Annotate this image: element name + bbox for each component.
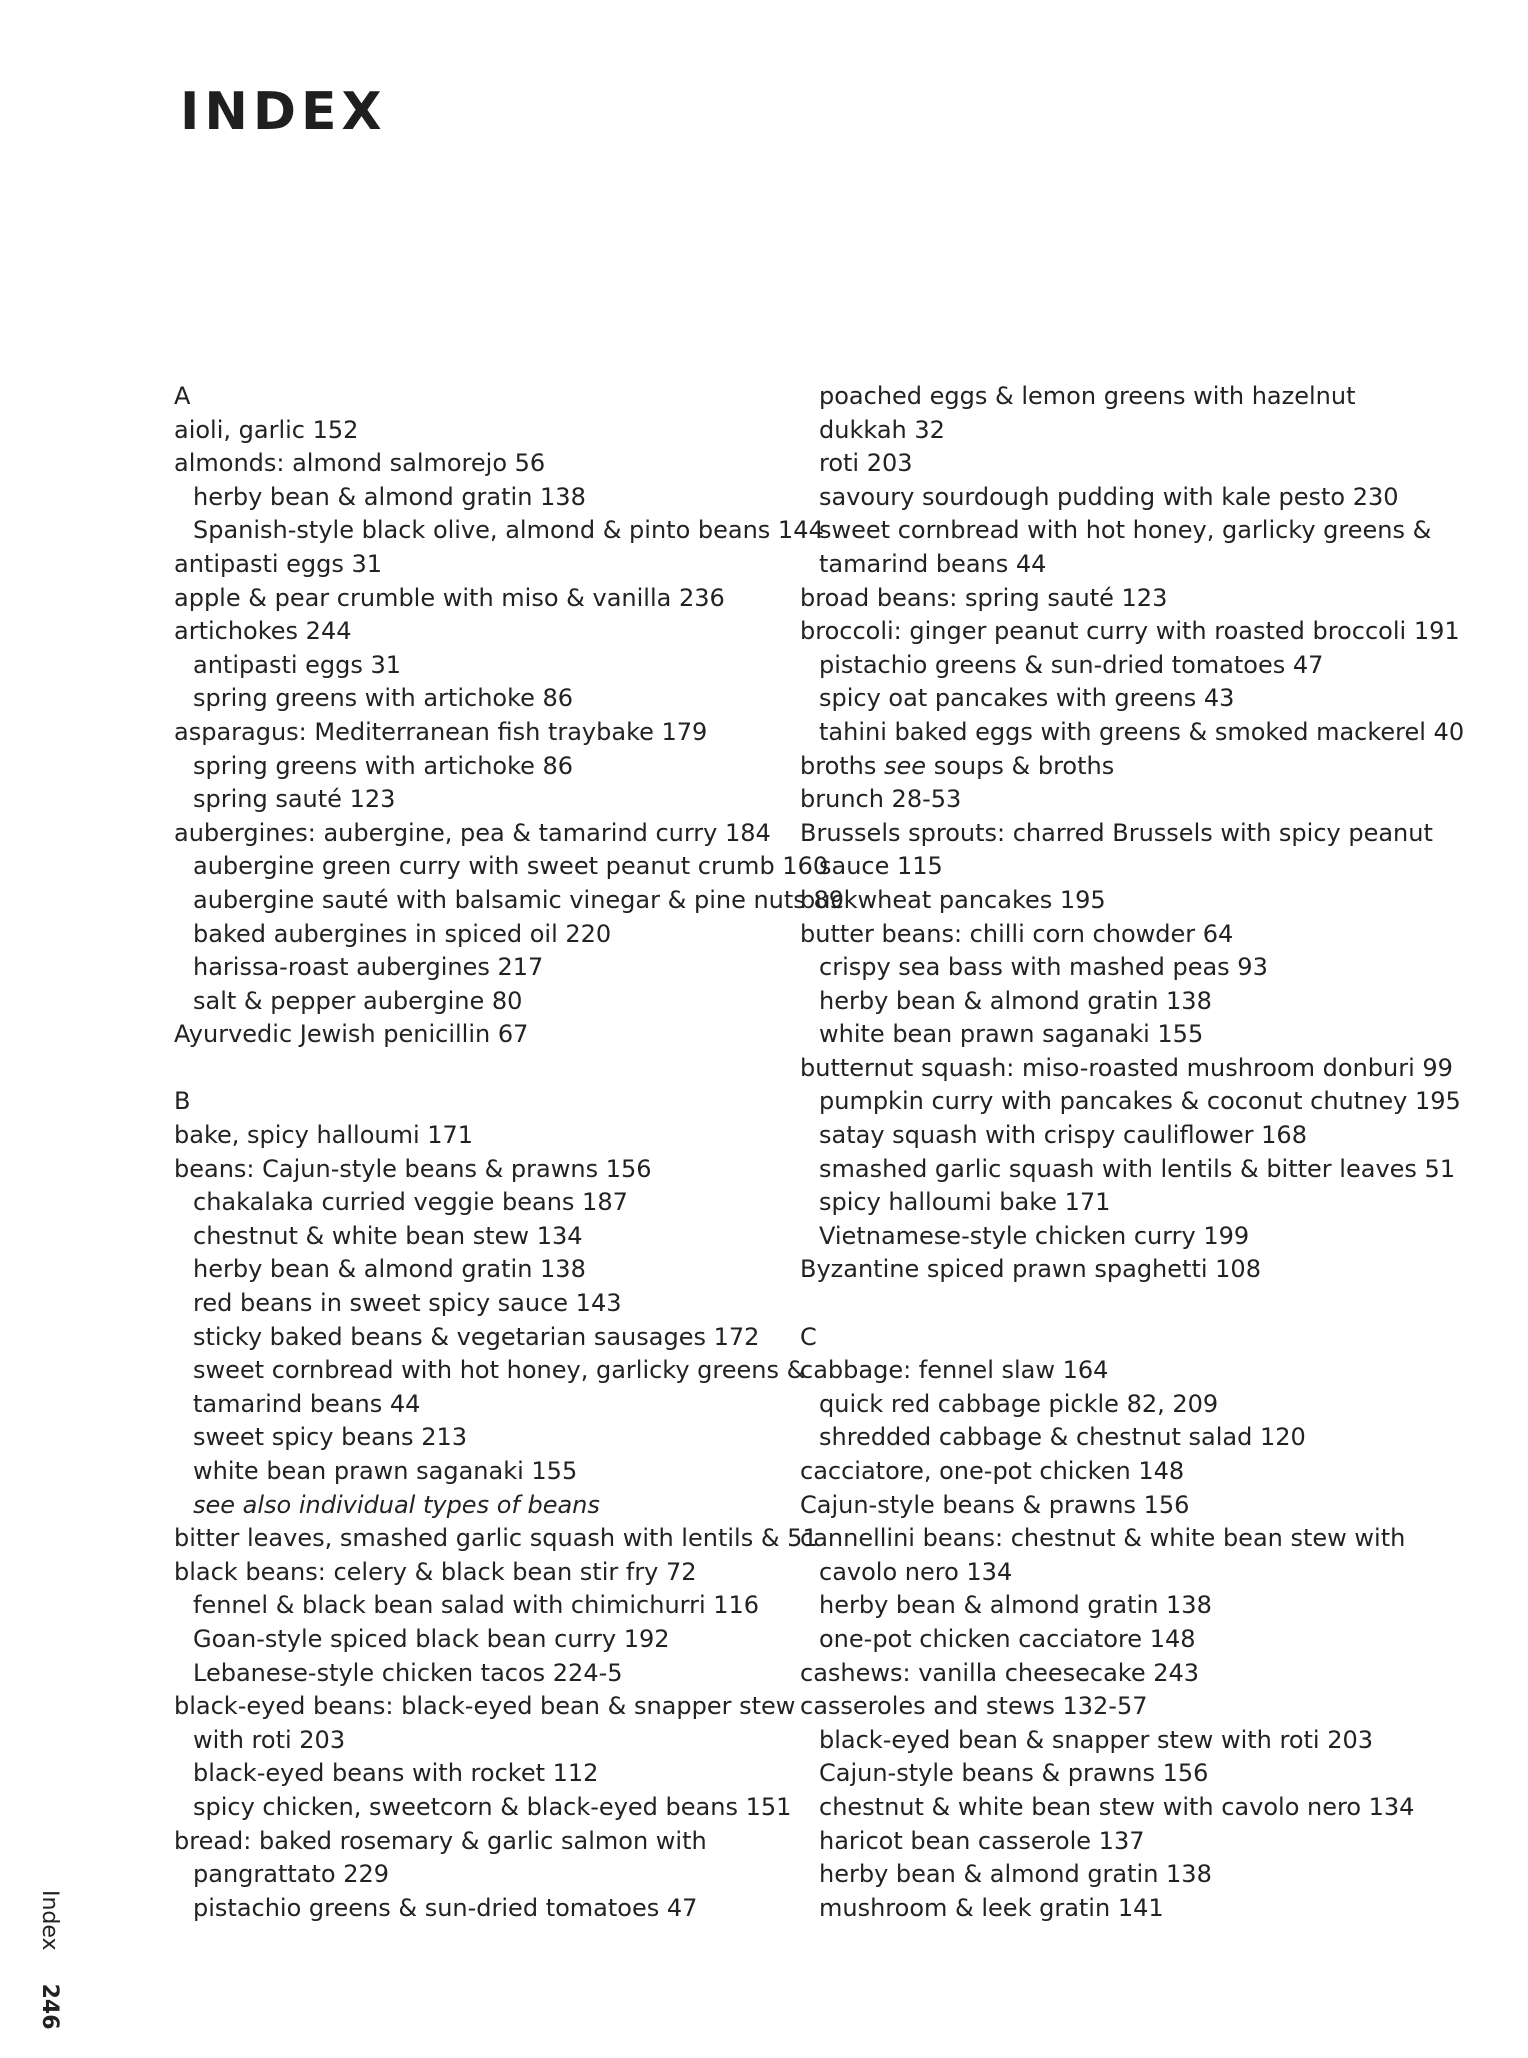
- index-entry: brunch 28-53: [800, 785, 962, 814]
- index-subentry: spring sauté 123: [193, 785, 396, 814]
- index-entry-continuation: with roti 203: [193, 1725, 346, 1754]
- index-subentry: tamarind beans 44: [819, 549, 1047, 578]
- index-entry: bread: baked rosemary & garlic salmon with: [174, 1826, 707, 1855]
- index-subentry: one-pot chicken cacciatore 148: [819, 1624, 1196, 1653]
- index-term: broths: [800, 751, 877, 780]
- index-entry: butternut squash: miso-roasted mushroom donburi 99: [800, 1053, 1453, 1082]
- section-letter-c: C: [800, 1322, 817, 1351]
- index-subentry: crispy sea bass with mashed peas 93: [819, 953, 1268, 982]
- index-subentry: Goan-style spiced black bean curry 192: [193, 1624, 670, 1653]
- index-subentry: black-eyed bean & snapper stew with roti 203: [819, 1725, 1374, 1754]
- index-subentry: baked aubergines in spiced oil 220: [193, 919, 612, 948]
- index-subentry: antipasti eggs 31: [193, 650, 402, 679]
- index-subentry: Spanish-style black olive, almond & pinto beans 144: [193, 516, 824, 545]
- index-subentry: aubergine green curry with sweet peanut crumb 160: [193, 852, 829, 881]
- index-entry: cashews: vanilla cheesecake 243: [800, 1658, 1200, 1687]
- index-entry-broths: [800, 750, 1440, 784]
- index-subentry: tahini baked eggs with greens & smoked mackerel 40: [819, 717, 1465, 746]
- index-subentry: herby bean & almond gratin 138: [819, 986, 1212, 1015]
- index-subentry: spicy halloumi bake 171: [819, 1188, 1111, 1217]
- index-entry: Cajun-style beans & prawns 156: [800, 1490, 1190, 1519]
- index-entry: bitter leaves, smashed garlic squash with lentils & 51: [174, 1524, 818, 1553]
- index-entry-continuation: sauce 115: [819, 852, 943, 881]
- index-subentry: sweet spicy beans 213: [193, 1423, 467, 1452]
- index-subentry: chestnut & white bean stew with cavolo nero 134: [819, 1792, 1415, 1821]
- index-entry-continuation: pangrattato 229: [193, 1860, 390, 1889]
- index-subentry: satay squash with crispy cauliflower 168: [819, 1121, 1307, 1150]
- index-entry: cabbage: fennel slaw 164: [800, 1356, 1109, 1385]
- index-subentry: red beans in sweet spicy sauce 143: [193, 1289, 622, 1318]
- index-subentry: white bean prawn saganaki 155: [193, 1457, 578, 1485]
- index-subentry: chakalaka curried veggie beans 187: [193, 1188, 628, 1217]
- index-subentry: fennel & black bean salad with chimichurri 116: [193, 1591, 760, 1620]
- index-entry: asparagus: Mediterranean fish traybake 179: [174, 717, 708, 746]
- index-column-right: [800, 380, 1465, 1925]
- index-subentry: herby bean & almond gratin 138: [193, 482, 586, 511]
- index-subentry: roti 203: [819, 449, 913, 478]
- index-subentry: smashed garlic squash with lentils & bitter leaves 51: [819, 1154, 1456, 1183]
- page-title: INDEX: [180, 82, 387, 142]
- index-entry: butter beans: chilli corn chowder 64: [800, 919, 1234, 948]
- index-subentry: sweet cornbread with hot honey, garlicky greens &: [193, 1356, 806, 1385]
- index-entry: Brussels sprouts: charred Brussels with spicy peanut: [800, 818, 1433, 847]
- see-reference-target: soups & broths: [933, 751, 1115, 780]
- index-subentry: pistachio greens & sun-dried tomatoes 47: [819, 650, 1324, 679]
- index-entry: cacciatore, one-pot chicken 148: [800, 1457, 1185, 1485]
- index-subentry: herby bean & almond gratin 138: [819, 1591, 1212, 1620]
- index-subentry: Lebanese-style chicken tacos 224-5: [193, 1658, 623, 1687]
- index-subentry: sweet cornbread with hot honey, garlicky greens &: [819, 516, 1432, 545]
- index-subentry: aubergine sauté with balsamic vinegar & pine nuts 89: [193, 885, 844, 914]
- index-subentry: herby bean & almond gratin 138: [193, 1255, 586, 1284]
- index-subentry: black-eyed beans with rocket 112: [193, 1759, 599, 1788]
- index-subentry: tamarind beans 44: [193, 1389, 421, 1418]
- index-subentry: pumpkin curry with pancakes & coconut chutney 195: [819, 1087, 1461, 1116]
- index-subentry: spring greens with artichoke 86: [193, 684, 574, 713]
- index-entry: apple & pear crumble with miso & vanilla 236: [174, 583, 725, 612]
- index-entry: aioli, garlic 152: [174, 415, 359, 444]
- index-subentry: pistachio greens & sun-dried tomatoes 47: [193, 1893, 698, 1922]
- index-subentry: Cajun-style beans & prawns 156: [819, 1759, 1209, 1788]
- see-reference-label: see: [884, 751, 927, 780]
- index-subentry: haricot bean casserole 137: [819, 1826, 1145, 1855]
- index-subentry: salt & pepper aubergine 80: [193, 986, 523, 1015]
- index-entry: black beans: celery & black bean stir fry 72: [174, 1557, 697, 1586]
- index-subentry: harissa-roast aubergines 217: [193, 953, 544, 982]
- index-entry: almonds: almond salmorejo 56: [174, 449, 546, 478]
- index-subentry: dukkah 32: [819, 415, 945, 444]
- index-entry: aubergines: aubergine, pea & tamarind curry 184: [174, 818, 771, 847]
- index-subentry: chestnut & white bean stew 134: [193, 1221, 583, 1250]
- index-subentry: savoury sourdough pudding with kale pesto 230: [819, 482, 1399, 511]
- index-entry-continuation: cavolo nero 134: [819, 1557, 1013, 1586]
- index-entry: buckwheat pancakes 195: [800, 885, 1106, 914]
- index-subentry: mushroom & leek gratin 141: [819, 1893, 1164, 1922]
- index-entry: Ayurvedic Jewish penicillin 67: [174, 1020, 529, 1049]
- index-entry: Byzantine spiced prawn spaghetti 108: [800, 1255, 1261, 1284]
- index-entry: broccoli: ginger peanut curry with roasted broccoli 191: [800, 617, 1460, 646]
- index-entry: bake, spicy halloumi 171: [174, 1121, 474, 1150]
- index-entry: cannellini beans: chestnut & white bean stew with: [800, 1524, 1406, 1553]
- index-subentry: poached eggs & lemon greens with hazelnut: [819, 382, 1356, 410]
- index-subentry: spicy oat pancakes with greens 43: [819, 684, 1235, 713]
- index-entry: antipasti eggs 31: [174, 549, 383, 578]
- index-subentry: Vietnamese-style chicken curry 199: [819, 1221, 1250, 1250]
- index-cross-reference: see also individual types of beans: [193, 1490, 600, 1519]
- section-label: Index: [37, 1890, 62, 1951]
- index-subentry: herby bean & almond gratin 138: [819, 1860, 1212, 1889]
- index-entry: casseroles and stews 132-57: [800, 1692, 1148, 1721]
- index-entry: black-eyed beans: black-eyed bean & snapper stew: [174, 1692, 796, 1721]
- index-entry: broad beans: spring sauté 123: [800, 583, 1168, 612]
- section-letter-a: A: [174, 382, 191, 410]
- index-subentry: white bean prawn saganaki 155: [819, 1020, 1204, 1049]
- index-subentry: sticky baked beans & vegetarian sausages 172: [193, 1322, 760, 1351]
- page-number: 246: [37, 1983, 62, 2030]
- section-letter-b: B: [174, 1087, 191, 1116]
- index-subentry: spring greens with artichoke 86: [193, 751, 574, 780]
- index-entry: artichokes 244: [174, 617, 352, 646]
- page-footer: [37, 1890, 62, 2030]
- index-subentry: spicy chicken, sweetcorn & black-eyed beans 151: [193, 1792, 792, 1821]
- index-entry: beans: Cajun-style beans & prawns 156: [174, 1154, 652, 1183]
- index-subentry: shredded cabbage & chestnut salad 120: [819, 1423, 1306, 1452]
- index-subentry: quick red cabbage pickle 82, 209: [819, 1389, 1219, 1418]
